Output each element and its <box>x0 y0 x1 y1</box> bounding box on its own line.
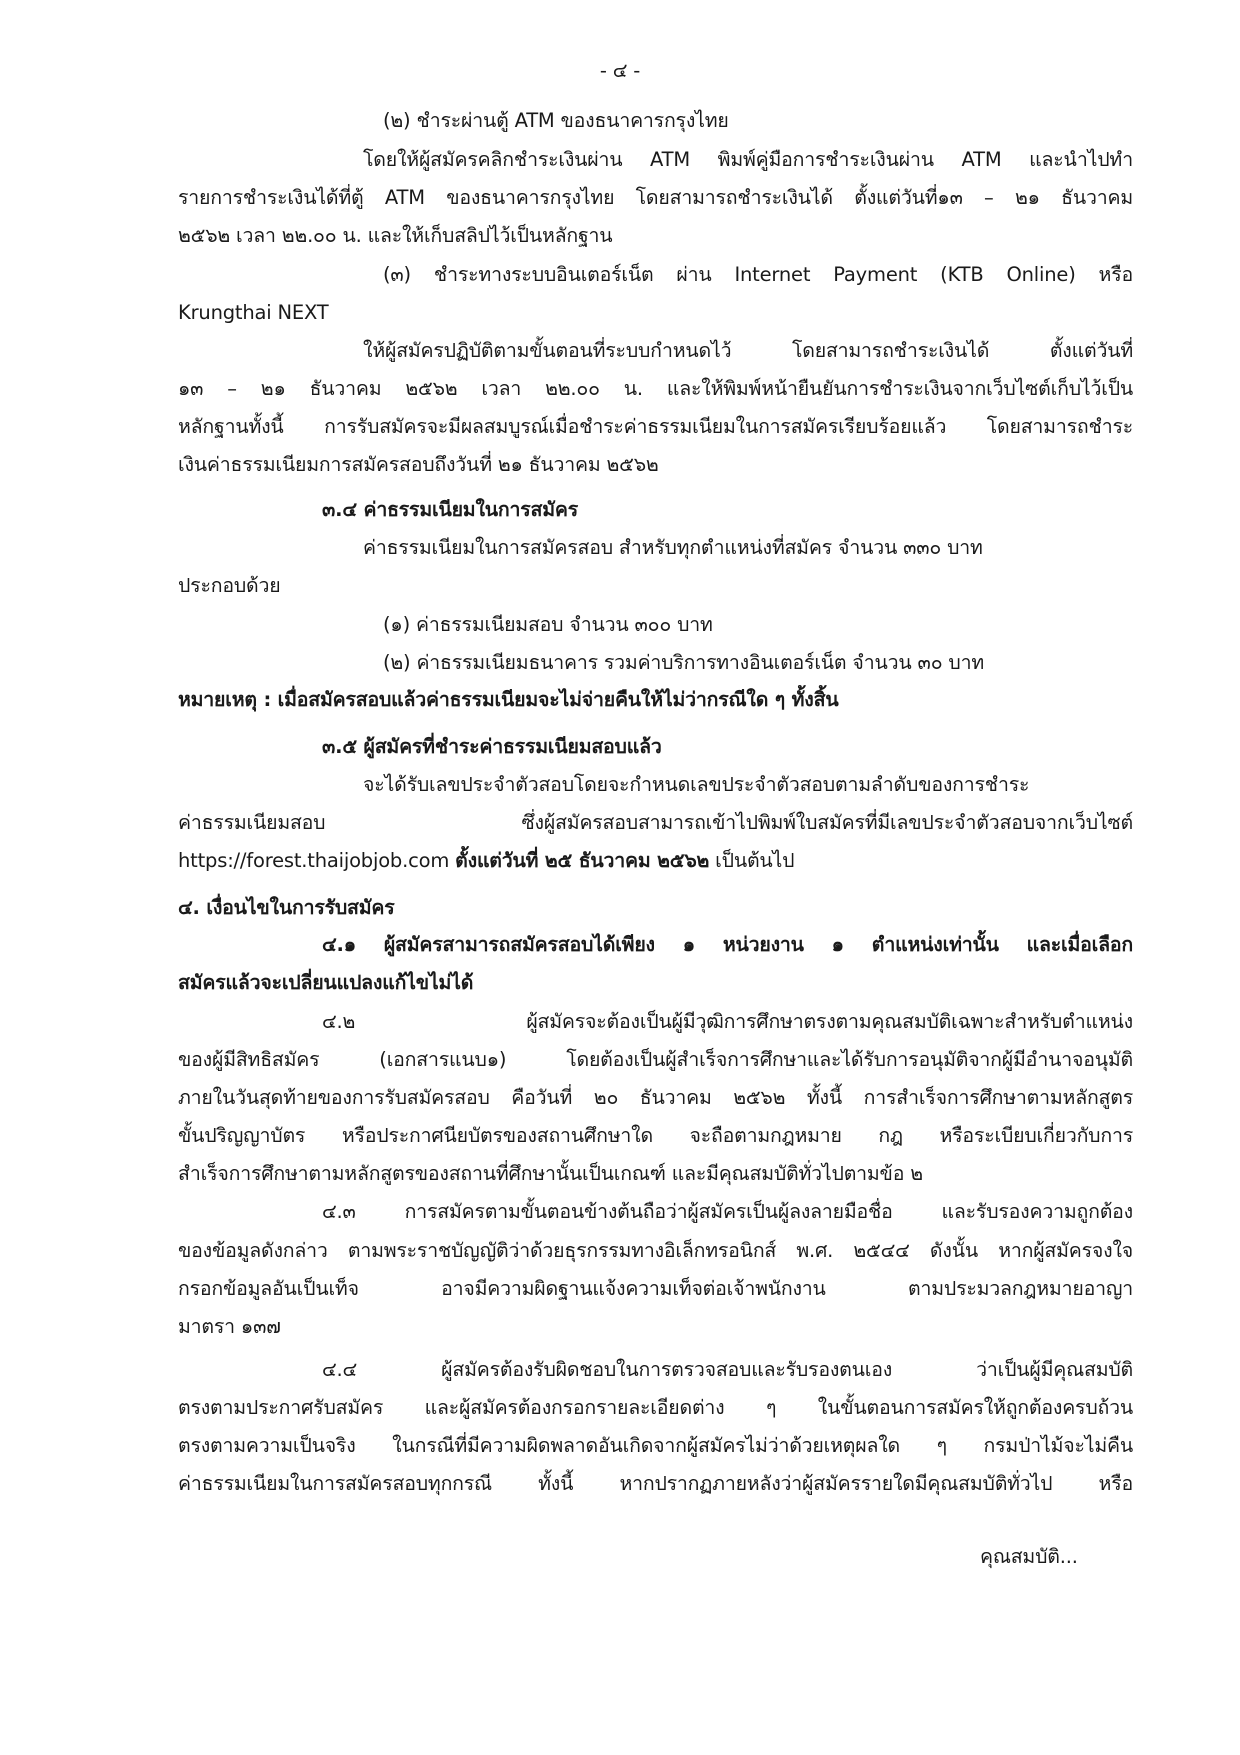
paragraph-line: รายการชำระเงินได้ที่ตู้ ATM ของธนาคารกรุงไทย โดยสามารถชำระเงินได้ ตั้งแต่วันที่๑๓ – ๒๑ ธันวาคม <box>178 186 1133 209</box>
section-3-4-heading: ๓.๔ ค่าธรรมเนียมในการสมัคร <box>322 498 579 521</box>
paragraph-line: หลักฐานทั้งนี้ การรับสมัครจะมีผลสมบูรณ์เมื่อชำระค่าธรรมเนียมในการสมัครเรียบร้อยแล้ว โดยสามารถชำระ <box>178 415 1133 438</box>
paragraph-line: ประกอบด้วย <box>178 574 281 597</box>
paragraph-line: ภายในวันสุดท้ายของการรับสมัครสอบ คือวันที่ ๒๐ ธันวาคม ๒๕๖๒ ทั้งนี้ การสำเร็จการศึกษาตามหลักสูตร <box>178 1086 1133 1109</box>
item-2-heading: (๒) ชำระผ่านตู้ ATM ของธนาคารกรุงไทย <box>383 109 729 132</box>
fee-item-1: (๑) ค่าธรรมเนียมสอบ จำนวน ๓๐๐ บาท <box>383 613 713 636</box>
section-4-heading: ๔. เงื่อนไขในการรับสมัคร <box>178 896 395 919</box>
paragraph-line: Krungthai NEXT <box>178 301 329 324</box>
continuation-word: คุณสมบัติ... <box>980 1545 1078 1568</box>
paragraph-line: ให้ผู้สมัครปฏิบัติตามขั้นตอนที่ระบบกำหนดไว้ โดยสามารถชำระเงินได้ ตั้งแต่วันที่ <box>363 339 1133 362</box>
section-4-3-line: ๔.๓ การสมัครตามขั้นตอนข้างต้นถือว่าผู้สมัครเป็นผู้ลงลายมือชื่อ และรับรองความถูกต้อง <box>322 1200 1133 1223</box>
section-3-5-heading: ๓.๕ ผู้สมัครที่ชำระค่าธรรมเนียมสอบแล้ว <box>322 735 662 758</box>
page-number: - ๔ - <box>599 59 641 82</box>
print-start-date: ตั้งแต่วันที่ ๒๕ ธันวาคม ๒๕๖๒ <box>455 849 710 872</box>
fee-item-2: (๒) ค่าธรรมเนียมธนาคาร รวมค่าบริการทางอินเตอร์เน็ต จำนวน ๓๐ บาท <box>383 651 984 674</box>
paragraph-line: สำเร็จการศึกษาตามหลักสูตรของสถานที่ศึกษานั้นเป็นเกณฑ์ และมีคุณสมบัติทั่วไปตามข้อ ๒ <box>178 1162 923 1185</box>
paragraph-line: ขั้นปริญญาบัตร หรือประกาศนียบัตรของสถานศึกษาใด จะถือตามกฎหมาย กฎ หรือระเบียบเกี่ยวกับการ <box>178 1124 1133 1147</box>
paragraph-line: เงินค่าธรรมเนียมการสมัครสอบถึงวันที่ ๒๑ ธันวาคม ๒๕๖๒ <box>178 453 659 476</box>
paragraph-line: ของข้อมูลดังกล่าว ตามพระราชบัญญัติว่าด้วยธุรกรรมทางอิเล็กทรอนิกส์ พ.ศ. ๒๕๔๔ ดังนั้น หากผู้สมัครจงใจ <box>178 1239 1133 1262</box>
paragraph-line: ค่าธรรมเนียมในการสมัครสอบทุกกรณี ทั้งนี้ หากปรากฏภายหลังว่าผู้สมัครรายใดมีคุณสมบัติทั่วไป หรือ <box>178 1472 1133 1495</box>
paragraph-line <box>178 846 794 876</box>
section-4-2-line: ๔.๒ ผู้สมัครจะต้องเป็นผู้มีวุฒิการศึกษาตรงตามคุณสมบัติเฉพาะสำหรับตำแหน่ง <box>322 1010 1133 1033</box>
paragraph-line: ของผู้มีสิทธิสมัคร (เอกสารแนบ๑) โดยต้องเป็นผู้สำเร็จการศึกษาและได้รับการอนุมัติจากผู้มีอำนาจอนุมัติ <box>178 1048 1133 1071</box>
paragraph-line: โดยให้ผู้สมัครคลิกชำระเงินผ่าน ATM พิมพ์คู่มือการชำระเงินผ่าน ATM และนำไปทำ <box>363 148 1133 171</box>
paragraph-line: สมัครแล้วจะเปลี่ยนแปลงแก้ไขไม่ได้ <box>178 971 474 994</box>
remark-note: หมายเหตุ : เมื่อสมัครสอบแล้วค่าธรรมเนียมจะไม่จ่ายคืนให้ไม่ว่ากรณีใด ๆ ทั้งสิ้น <box>178 688 839 711</box>
item-3-heading: (๓) ชำระทางระบบอินเตอร์เน็ต ผ่าน Internet Payment (KTB Online) หรือ <box>383 263 1133 286</box>
paragraph-line: ๑๓ – ๒๑ ธันวาคม ๒๕๖๒ เวลา ๒๒.๐๐ น. และให้พิมพ์หน้ายืนยันการชำระเงินจากเว็บไซต์เก็บไว้เป็น <box>178 377 1133 400</box>
paragraph-text: เป็นต้นไป <box>715 849 795 872</box>
paragraph-line: ค่าธรรมเนียมในการสมัครสอบ สำหรับทุกตำแหน่งที่สมัคร จำนวน ๓๓๐ บาท <box>363 536 983 559</box>
paragraph-line: ตรงตามประกาศรับสมัคร และผู้สมัครต้องกรอกรายละเอียดต่าง ๆ ในขั้นตอนการสมัครให้ถูกต้องครบถ้วน <box>178 1396 1133 1419</box>
website-url: https://forest.thaijobjob.com <box>178 849 450 872</box>
paragraph-line: ๒๕๖๒ เวลา ๒๒.๐๐ น. และให้เก็บสลิปไว้เป็นหลักฐาน <box>178 224 613 247</box>
paragraph-line: กรอกข้อมูลอันเป็นเท็จ อาจมีความผิดฐานแจ้งความเท็จต่อเจ้าพนักงาน ตามประมวลกฎหมายอาญา <box>178 1277 1133 1300</box>
paragraph-line: ตรงตามความเป็นจริง ในกรณีที่มีความผิดพลาดอันเกิดจากผู้สมัครไม่ว่าด้วยเหตุผลใด ๆ กรมป่าไม้จะไม่คืน <box>178 1434 1133 1457</box>
paragraph-line: จะได้รับเลขประจำตัวสอบโดยจะกำหนดเลขประจำตัวสอบตามลำดับของการชำระ <box>363 773 1030 796</box>
section-4-4-line: ๔.๔ ผู้สมัครต้องรับผิดชอบในการตรวจสอบและรับรองตนเอง ว่าเป็นผู้มีคุณสมบัติ <box>322 1358 1133 1381</box>
paragraph-line: มาตรา ๑๓๗ <box>178 1315 281 1338</box>
section-4-1-heading: ๔.๑ ผู้สมัครสามารถสมัครสอบได้เพียง ๑ หน่วยงาน ๑ ตำแหน่งเท่านั้น และเมื่อเลือก <box>322 933 1133 956</box>
paragraph-line: ค่าธรรมเนียมสอบ ซึ่งผู้สมัครสอบสามารถเข้าไปพิมพ์ใบสมัครที่มีเลขประจำตัวสอบจากเว็บไซต์ <box>178 811 1133 834</box>
